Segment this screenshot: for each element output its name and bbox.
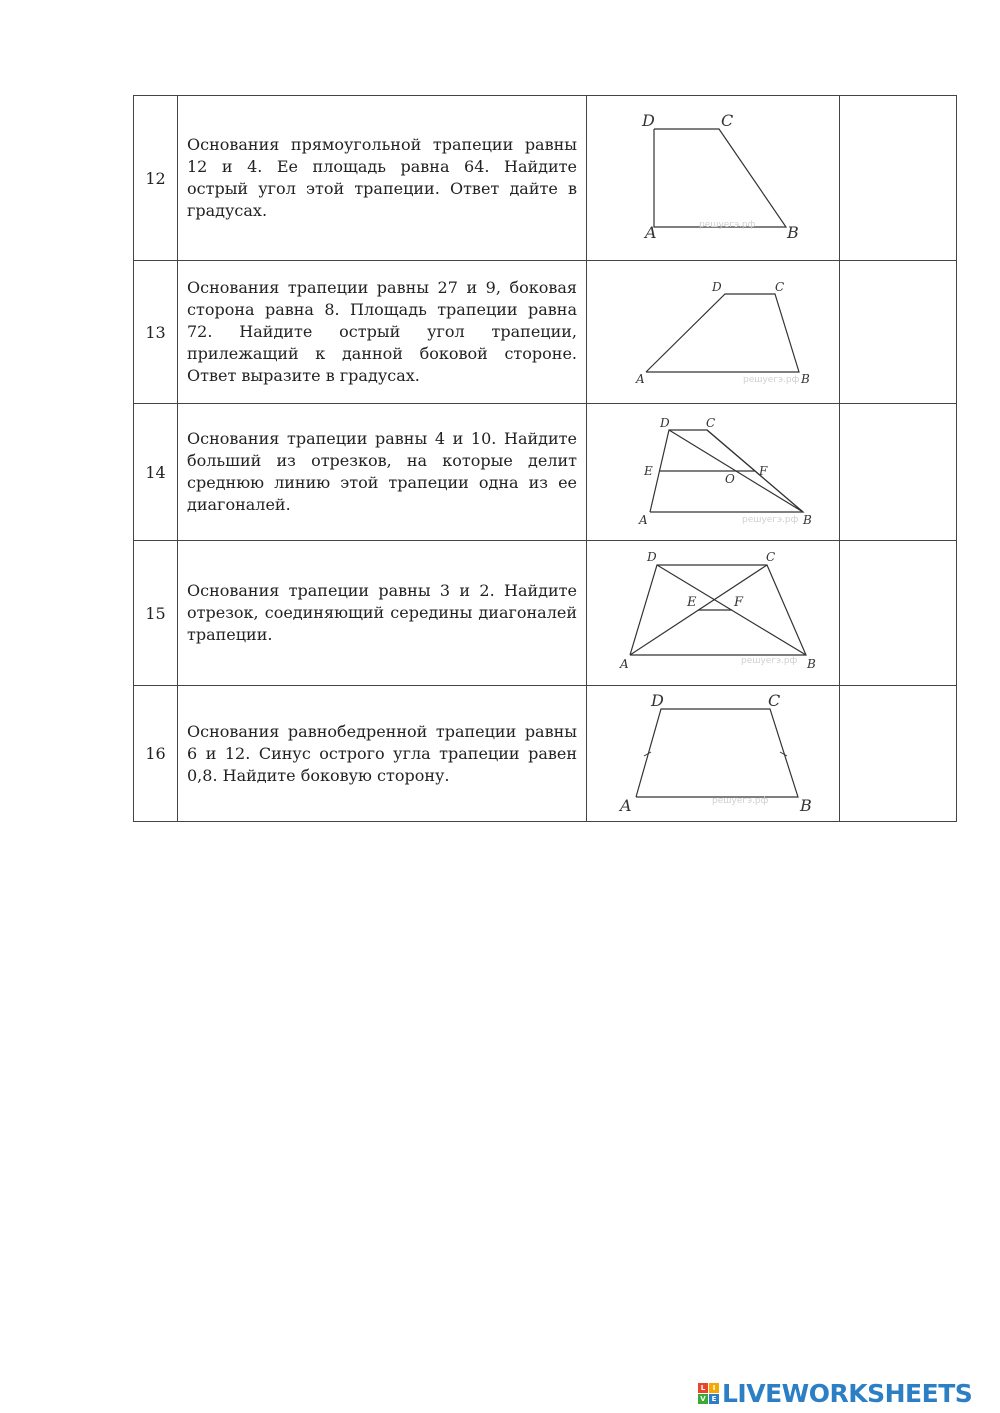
watermark: решуегэ.рф (742, 515, 799, 525)
task-text: Основания трапеции равны 3 и 2. Найдите отрезок, соединяющий середины диагоналей трапеции. (178, 541, 587, 686)
task-number: 12 (134, 96, 178, 261)
logo-letter: V (698, 1394, 708, 1404)
logo-letter: E (709, 1394, 719, 1404)
label-A: A (620, 657, 629, 671)
label-A: A (639, 513, 648, 527)
watermark: решуегэ.рф (741, 656, 798, 666)
answer-cell[interactable] (840, 404, 957, 541)
answer-cell[interactable] (840, 96, 957, 261)
logo-letter: I (709, 1383, 719, 1393)
trapezoid-figure-16 (613, 692, 813, 816)
label-D: D (712, 280, 722, 294)
label-A: A (620, 795, 632, 815)
task-text: Основания прямоугольной трапеции равны 12 и 4. Ее площадь равна 64. Найдите острый угол этой трапеции. Ответ дайте в градусах. (178, 96, 587, 261)
figure-cell (587, 261, 840, 404)
label-A: A (645, 223, 657, 242)
logo-text: LIVEWORKSHEETS (722, 1378, 973, 1408)
task-number: 14 (134, 404, 178, 541)
label-F: F (759, 464, 768, 478)
task-row (134, 404, 957, 541)
task-number: 15 (134, 541, 178, 686)
label-C: C (721, 111, 734, 130)
task-text: Основания трапеции равны 4 и 10. Найдите больший из отрезков, на которые делит среднюю линию этой трапеции одна из ее диагоналей. (178, 404, 587, 541)
figure-cell (587, 96, 840, 261)
label-D: D (651, 690, 664, 710)
trapezoid-figure-14 (613, 412, 813, 532)
logo-letter: L (698, 1383, 708, 1393)
tasks-table (133, 95, 957, 822)
label-B: B (800, 795, 812, 815)
label-B: B (801, 372, 810, 386)
label-B: B (787, 223, 799, 242)
label-C: C (766, 550, 776, 564)
answer-cell[interactable] (840, 261, 957, 404)
trapezoid-figure-12 (613, 113, 813, 243)
label-C: C (768, 690, 781, 710)
watermark: решуегэ.рф (743, 375, 800, 385)
answer-cell[interactable] (840, 686, 957, 822)
label-F: F (734, 595, 744, 610)
label-C: C (706, 416, 716, 430)
figure-cell (587, 686, 840, 822)
trapezoid-figure-15 (613, 548, 816, 678)
label-B: B (803, 513, 812, 527)
task-row (134, 96, 957, 261)
task-row (134, 686, 957, 822)
label-D: D (660, 416, 670, 430)
answer-cell[interactable] (840, 541, 957, 686)
figure-cell (587, 404, 840, 541)
task-number: 13 (134, 261, 178, 404)
logo-mark-icon (698, 1383, 719, 1404)
task-number: 16 (134, 686, 178, 822)
trapezoid-figure-13 (613, 277, 813, 387)
task-row (134, 541, 957, 686)
task-row (134, 261, 957, 404)
label-E: E (687, 595, 697, 610)
task-text: Основания трапеции равны 27 и 9, боковая сторона равна 8. Площадь трапеции равна 72. Найдите острый угол трапеции, прилежащий к данной боковой стороне. Ответ выразите в градусах. (178, 261, 587, 404)
figure-cell (587, 541, 840, 686)
label-E: E (644, 464, 653, 478)
label-B: B (807, 657, 816, 671)
label-O: O (725, 472, 735, 486)
liveworksheets-logo[interactable] (698, 1380, 972, 1406)
watermark: решуегэ.рф (699, 220, 756, 230)
label-D: D (642, 111, 655, 130)
watermark: решуегэ.рф (712, 795, 769, 806)
task-text: Основания равнобедренной трапеции равны 6 и 12. Синус острого угла трапеции равен 0,8. Найдите боковую сторону. (178, 686, 587, 822)
label-C: C (775, 280, 785, 294)
label-A: A (636, 372, 645, 386)
label-D: D (647, 550, 657, 564)
